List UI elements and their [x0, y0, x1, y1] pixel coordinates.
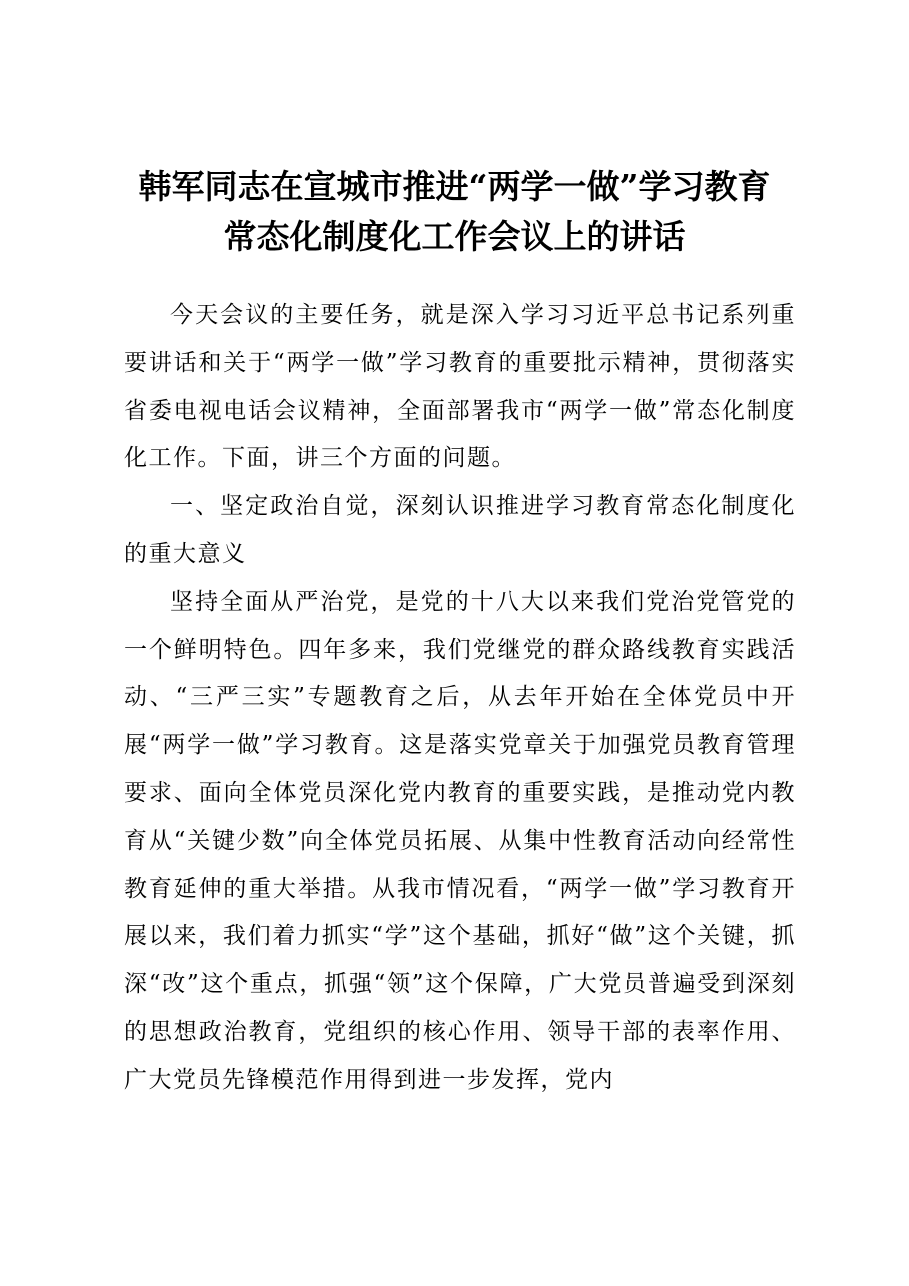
paragraph-section-heading-1: 一、坚定政治自觉，深刻认识推进学习教育常态化制度化的重大意义: [124, 493, 796, 567]
document-body: [124, 292, 796, 1105]
paragraph-intro: 今天会议的主要任务，就是深入学习习近平总书记系列重要讲话和关于“两学一做”学习教育的重要批示精神，贯彻落实省委电视电话会议精神，全面部署我市“两学一做”常态化制度化工作。下面，讲三个方面的问题。: [124, 302, 796, 472]
document-title-line-1: 韩军同志在宣城市推进“两学一做”学习教育: [138, 167, 771, 206]
document-title-line-2: 常态化制度化工作会议上的讲话: [223, 217, 686, 256]
paragraph-body-1: 坚持全面从严治党，是党的十八大以来我们党治党管党的一个鲜明特色。四年多来，我们党继党的群众路线教育实践活动、“三严三实”专题教育之后，从去年开始在全体党员中开展“两学一做”学习教育。这是落实党章关于加强党员教育管理要求、面向全体党员深化党内教育的重要实践，是推动党内教育从“关键少数”向全体党员拓展、从集中性教育活动向经常性教育延伸的重大举措。从我市情况看，“两学一做”学习教育开展以来，我们着力抓实“学”这个基础，抓好“做”这个关键，抓深“改”这个重点，抓强“领”这个保障，广大党员普遍受到深刻的思想政治教育，党组织的核心作用、领导干部的表率作用、广大党员先锋模范作用得到进一步发挥，党内: [124, 588, 796, 1093]
